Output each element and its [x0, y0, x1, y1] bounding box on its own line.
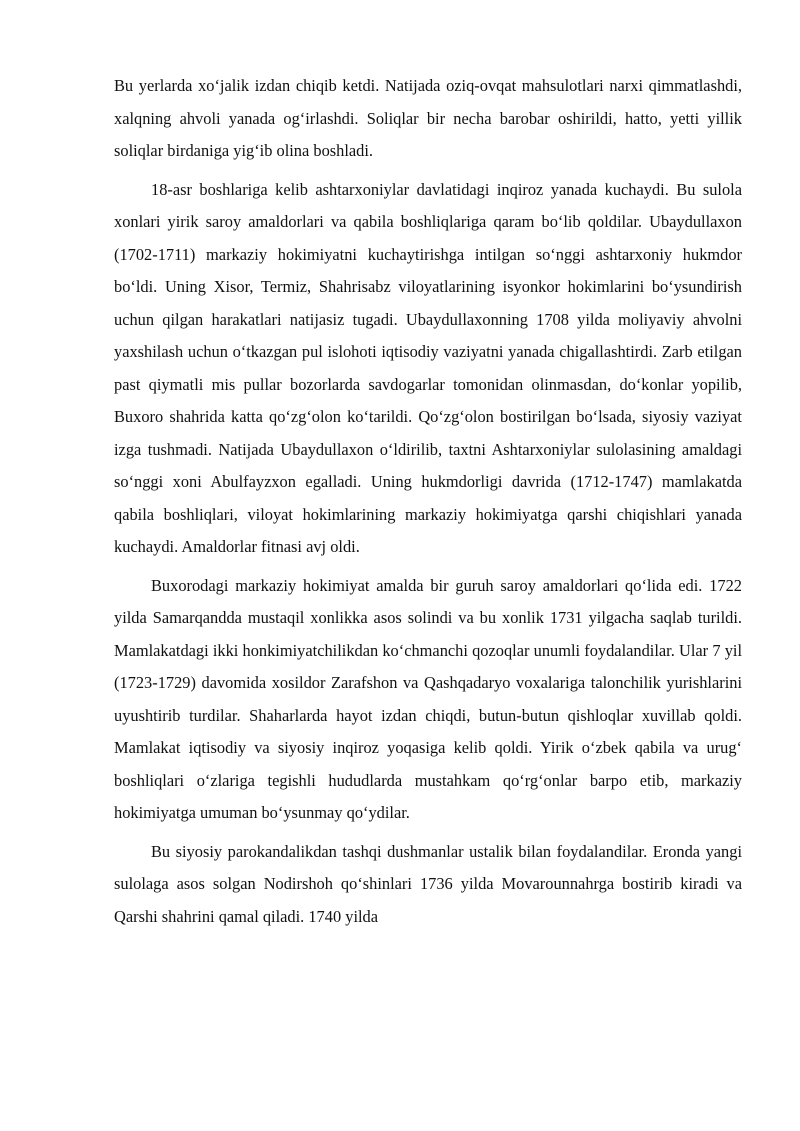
- paragraph-3: Buxorodagi markaziy hokimiyat amalda bir guruh saroy amaldorlari qo‘lida edi. 1722 yilda Samarqandda mustaqil xonlikka asos solindi va bu xonlik 1731 yilgacha saqlab turildi. Mamlakatdagi ikki honkimiyatchilikdan ko‘chmanchi qozoqlar unumli foydalandilar. Ular 7 yil (1723-1729) davomida xosildor Zarafshon va Qashqadaryo voxalariga talonchilik yurishlarini uyushtirib turdilar. Shaharlarda hayot izdan chiqdi, butun-butun qishloqlar xuvillab qoldi. Mamlakat iqtisodiy va siyosiy inqiroz yoqasiga kelib qoldi. Yirik o‘zbek qabila va urug‘ boshliqlari o‘zlariga tegishli hududlarda mustahkam qo‘rg‘onlar barpo etib, markaziy hokimiyatga umuman bo‘ysunmay qo‘ydilar.: [114, 575, 742, 822]
- paragraph-2: 18-asr boshlariga kelib ashtarxoniylar davlatidagi inqiroz yanada kuchaydi. Bu sulola xonlari yirik saroy amaldorlari va qabila boshliqlariga qaram bo‘lib qoldilar. Ubaydullaxon (1702-1711) markaziy hokimiyatni kuchaytirishga intilgan so‘nggi ashtarxoniy hukmdor bo‘ldi. Uning Xisor, Termiz, Shahrisabz viloyatlarining isyonkor hokimlarini bo‘ysundirish uchun qilgan harakatlari natijasiz tugadi. Ubaydullaxonning 1708 yilda moliyaviy ahvolni yaxshilash uchun o‘tkazgan pul islohoti iqtisodiy vaziyatni yanada chigallashtirdi. Zarb etilgan past qiymatli mis pullar bozorlarda savdogarlar tomonidan olinmasdan, do‘konlar yopilib, Buxoro shahrida katta qo‘zg‘olon ko‘tarildi. Qo‘zg‘olon bostirilgan bo‘lsada, siyosiy vaziyat izga tushmadi. Natijada Ubaydullaxon o‘ldirilib, taxtni Ashtarxoniylar sulolasining amaldagi so‘nggi xoni Abulfayzxon egalladi. Uning hukmdorligi davrida (1712-1747) mamlakatda qabila boshliqlari, viloyat hokimlarining markaziy hokimiyatga qarshi chiqishlari yanada kuchaydi. Amaldorlar fitnasi avj oldi.: [114, 179, 742, 556]
- paragraph-4: Bu siyosiy parokandalikdan tashqi dushmanlar ustalik bilan foydalandilar. Eronda yangi sulolaga asos solgan Nodirshoh qo‘shinlari 1736 yilda Movarounnahrga bostirib kiradi va Qarshi shahrini qamal qiladi. 1740 yilda: [114, 841, 742, 926]
- paragraph-1: Bu yerlarda xo‘jalik izdan chiqib ketdi. Natijada oziq-ovqat mahsulotlari narxi qimmatlashdi, xalqning ahvoli yanada og‘irlashdi. Soliqlar bir necha barobar oshirildi, hatto, yetti yillik soliqlar birdaniga yig‘ib olina boshladi.: [114, 76, 742, 160]
- document-page: [114, 70, 742, 939]
